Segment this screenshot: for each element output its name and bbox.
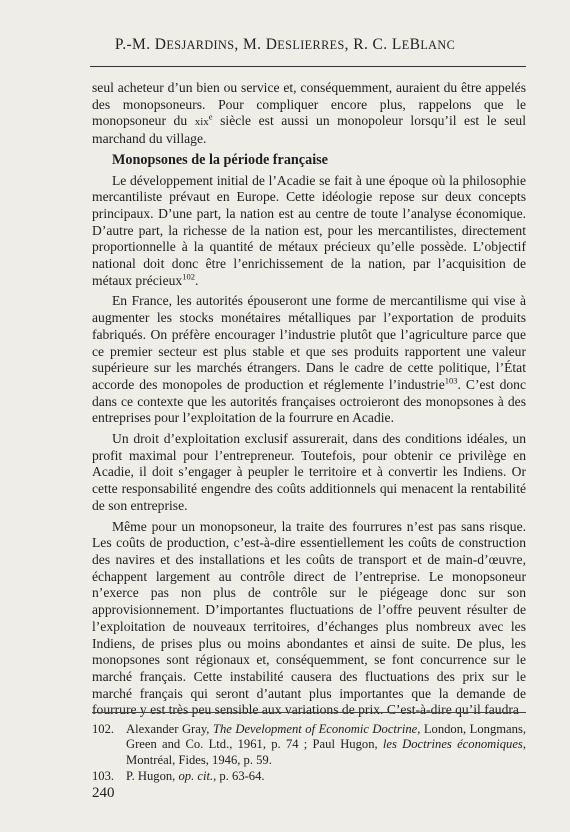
footnote-number: 102. (92, 722, 115, 736)
footnote-pages: , p. 63-64. (213, 768, 265, 783)
running-head-authors: P.-M. DESJARDINS, M. DESLIERRES, R. C. LEBLANC (114, 36, 456, 53)
footnote-rule (92, 712, 526, 713)
footnote-text (126, 722, 526, 768)
paragraph-3-text: En France, les autorités épouseront une forme de mercantilisme qui vise à augmenter les stocks monétaires métalliques par l’exportation de produits fabriqués. On préfère encourager l’industrie plutôt que l’agriculture parce que ce premier secteur est plus stable et que ses produits rapportent une valeur supérieure sur les marchés étrangers. Dans le cadre de cette politique, l’État accorde des monopoles de production et réglemente l’industrie (92, 293, 526, 392)
footnote-ref-102[interactable]: 102 (182, 271, 195, 282)
footnote-publisher: , London, Longmans, Green and Co. Ltd., 1961, p. 74 ; Paul Hugon, (126, 722, 526, 752)
footnotes (92, 722, 526, 785)
body-text (92, 80, 526, 719)
paragraph-4: Un droit d’exploitation exclusif assurerait, dans des conditions idéales, un profit maximal pour l’entrepreneur. Toutefois, pour obtenir ce privilège en Acadie, il doit s’engager à peupler le territoire et à convertir les Indiens. Or cette responsabilité engendre des coûts additionnels qui menacent la rentabilité de son entreprise. (92, 431, 526, 513)
footnote-ref-103[interactable]: 103 (444, 375, 458, 386)
paragraph-1 (92, 80, 526, 148)
section-heading: Monopsones de la période française (112, 151, 328, 168)
century-superscript: e (208, 111, 213, 122)
page-number: 240 (92, 785, 115, 801)
paragraph-1-text: seul acheteur d’un bien ou service et, conséquemment, auraient du être appelés des monopsoneurs. Pour compliquer encore plus, rappelons que le monopsoneur du (92, 80, 526, 129)
footnote-102 (92, 722, 526, 768)
footnote-abbrev: op. cit. (178, 768, 214, 783)
footnote-publisher-2: , Montréal, Fides, 1946, p. 59. (126, 737, 526, 767)
century-numeral: xix (194, 116, 209, 129)
paragraph-2-end: . (194, 272, 199, 288)
header-rule (90, 66, 526, 67)
paragraph-1-end: siècle est aussi un monopoleur lorsqu’il est le seul marchand du village. (92, 113, 526, 147)
footnote-author: P. Hugon, (126, 768, 179, 783)
footnote-103 (92, 769, 526, 784)
footnote-title: The Development of Economic Doctrine (212, 722, 418, 736)
footnote-author: Alexander Gray, (126, 722, 213, 736)
paragraph-2 (92, 173, 526, 290)
footnote-number: 103. (92, 768, 115, 783)
running-head (0, 36, 570, 54)
paragraph-3-end: . C’est donc dans ce contexte que les autorités françaises octroieront des monopsones à des entreprises pour l’exploitation de la fourrure en Acadie. (92, 376, 526, 426)
paragraph-5: Même pour un monopsoneur, la traite des fourrures n’est pas sans risque. Les coûts de production, c’est-à-dire essentiellement les coûts de construction des navires et des installations et les coûts de transport et de main-d’œuvre, échappent largement au contrôle direct de l’entreprise. Le monopsoneur n’exerce pas non plus de contrôle sur le piégeage donc sur son approvisionnement. D’importantes fluctuations de l’offre peuvent résulter de l’exploitation de nouveaux territoires, d’échanges plus nombreux avec les Indiens, de prises plus ou moins abondantes et ainsi de suite. De plus, les monopsones sont régionaux et, conséquemment, se font concurrence sur le marché français. Cette instabilité causera des fluctuations des prix sur le marché français qui seront d’autant plus importantes que la demande de fourrure y est très peu sensible aux variations de prix. C’est-à-dire qu’il faudra (92, 518, 526, 718)
footnote-text (126, 769, 526, 784)
paragraph-2-text: Le développement initial de l’Acadie se fait à une époque où la philosophie mercantiliste prévaut en Europe. Cette idéologie repose sur deux concepts principaux. D’une part, la nation est au centre de toute l’analyse économique. D’autre part, la richesse de la nation est, pour les mercantilistes, directement proportionnelle à la quantité de métaux précieux qu’elle possède. L’objectif national doit donc être l’enrichissement de la nation, par l’acquisition de métaux précieux (92, 172, 526, 288)
footnote-title-2: les Doctrines économiques (382, 737, 523, 752)
paragraph-3 (92, 293, 526, 427)
